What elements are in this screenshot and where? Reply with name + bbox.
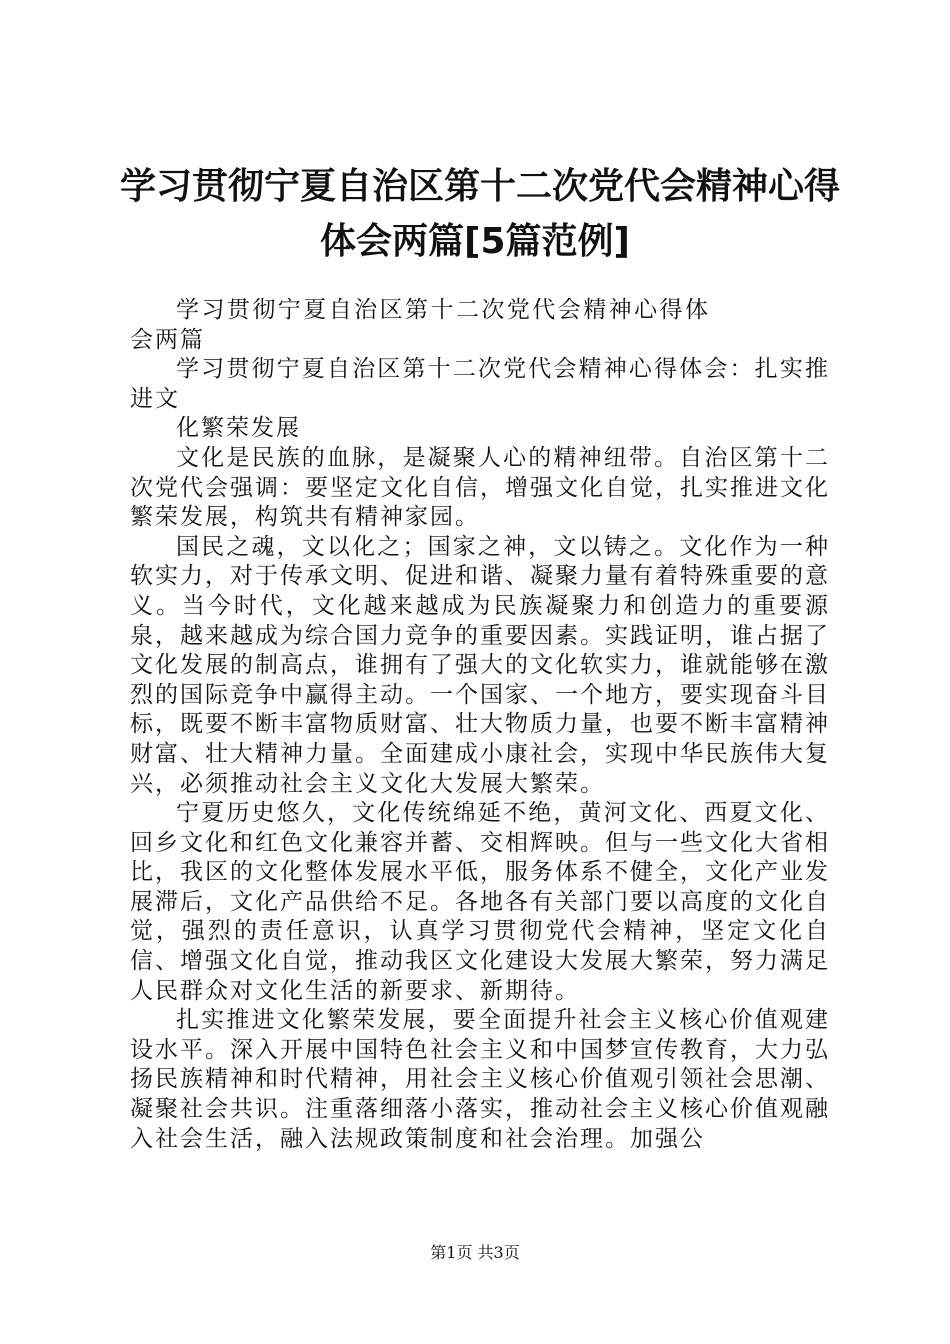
body-paragraph-1: 文化是民族的血脉，是凝聚人心的精神纽带。自治区第十二次党代会强调：要坚定文化自信，增强文化自觉，扎实推进文化繁荣发展，构筑共有精神家园。 [130,444,830,531]
body-paragraph-subtitle: 学习贯彻宁夏自治区第十二次党代会精神心得体会两篇 [130,297,710,353]
body-paragraph-heading-cont: 化繁荣发展 [176,415,301,442]
document-title-line-2: 体会两篇[5篇范例] [320,221,630,262]
document-body [130,296,830,1154]
document-title-line-1: 学习贯彻宁夏自治区第十二次党代会精神心得 [120,166,841,207]
page-number-footer: 第1页 共3页 [430,1243,520,1262]
body-paragraph-3: 宁夏历史悠久，文化传统绵延不绝，黄河文化、西夏文化、回乡文化和红色文化兼容并蓄、交相辉映。但与一些文化大省相比，我区的文化整体发展水平低，服务体系不健全，文化产业发展滞后，文化产品供给不足。各地各有关部门要以高度的文化自觉，强烈的责任意识，认真学习贯彻党代会精神，坚定文化自信、增强文化自觉，推动我区文化建设大发展大繁荣，努力满足人民群众对文化生活的新要求、新期待。 [130,800,830,1004]
body-paragraph-4: 扎实推进文化繁荣发展，要全面提升社会主义核心价值观建设水平。深入开展中国特色社会主义和中国梦宣传教育，大力弘扬民族精神和时代精神，用社会主义核心价值观引领社会思潮、凝聚社会共识。注重落细落小落实，推动社会主义核心价值观融入社会生活，融入法规政策制度和社会治理。加强公 [130,1007,830,1152]
body-paragraph-2: 国民之魂，文以化之；国家之神，文以铸之。文化作为一种软实力，对于传承文明、促进和谐、凝聚力量有着特殊重要的意义。当今时代，文化越来越成为民族凝聚力和创造力的重要源泉，越来越成为综合国力竞争的重要因素。实践证明，谁占据了文化发展的制高点，谁拥有了强大的文化软实力，谁就能够在激烈的国际竞争中赢得主动。一个国家、一个地方，要实现奋斗目标，既要不断丰富物质财富、壮大物质力量，也要不断丰富精神财富、壮大精神力量。全面建成小康社会，实现中华民族伟大复兴，必须推动社会主义文化大发展大繁荣。 [130,533,830,797]
body-paragraph-heading: 学习贯彻宁夏自治区第十二次党代会精神心得体会：扎实推进文 [130,356,830,412]
